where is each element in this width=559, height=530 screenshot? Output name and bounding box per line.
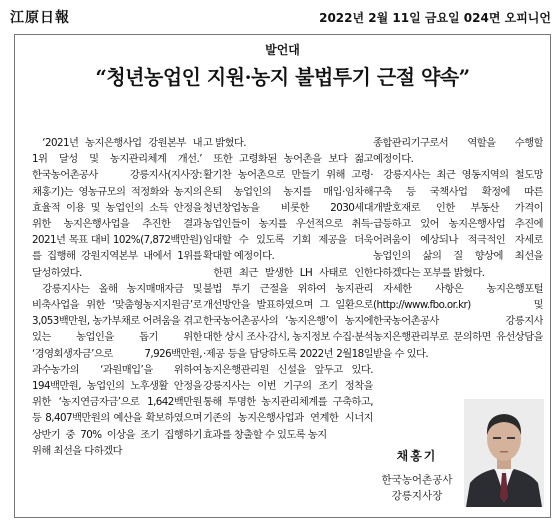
article-paragraph: 자세한 사항은 농지은행포털(http://www.fbo.or.kr) 및 한국농어촌공사 강릉지사 농지은행관리부로 문의하면 유선상담을 받을 수 있다. — [373, 282, 543, 360]
article-paragraph: ‘2021년 농지은행사업 강원본부 내 1위 달성 및 농지관리체계 개선.’ 한국농어촌공사 강릉지사(지사장:채홍기)는 영농규모의 적정화와 농지의 효율적 이용 및 농업인의 소득 안정을 위한 농지은행사업을 추진한 결과 2021년 목표 대비 102%(7,872백만원)를 집행해 강원지역본부 내에서 1위를 달성하였다. — [32, 137, 202, 279]
byline — [375, 447, 459, 504]
article-paragraph: 또한 고령화된 농어촌을 보다 젊고 활기찬 농어촌으로 만들기 위해 고령·은퇴 농업인의 농지를 매입·임차해 청년창업농을 비롯한 2030세대 농업인들이 농지를 우선적으로 취득·임대할 수 있도록 기회 제공을 더욱 확대할 예정이다. — [203, 153, 373, 263]
article-headline: “청년농업인 지원·농지 불법투기 근절 약속” — [95, 65, 470, 89]
article-column-2 — [203, 135, 373, 517]
author-portrait-image — [464, 399, 544, 507]
article-frame — [14, 34, 551, 518]
article-paragraph: 한편 최근 발생한 LH 사태로 인한 불법 투기 근절을 위하여 농지관리 개선방안을 발표하였으며 그 일환으로 한국농어촌공사의 ‘농지은행’이 농지에 대한 상시 조사·감시, 농지정보 수집·분석·제공 등을 담당하도록 2022년 2월18일 농지은행관리원 신설을 앞두고 있다. 강릉지사는 이번 기구의 조기 정착을 통해 투명한 농지관리체계를 구축하고, 기존의 농지은행사업과 연계한 시너지 효과를 창출할 수 있도록 농지 — [203, 266, 373, 441]
article-paragraph: 강릉지사는 최근 영동지역의 철도망 구축 등 국책사업 확정에 따른 개발호재로 인한 부동산 가격이 급등하고 있어 농지은행사업 추진에 어려움이 예상되나 적극적인 자세로 농업인의 삶의 질 향상에 최선을 다하겠다는 포부를 밝혔다. — [373, 169, 543, 279]
publication-date-line: 2022년 2월 11일 금요일 024면 오피니언 — [319, 10, 551, 25]
author-box — [375, 399, 547, 515]
article-paragraph: 종합관리기구로서 역할을 수행할 예정이다. — [373, 137, 543, 166]
section-label: 발언대 — [265, 43, 300, 57]
author-name: 채홍기 — [396, 449, 438, 463]
article-column-3 — [373, 135, 543, 375]
newspaper-logo: 江原日報 — [10, 10, 70, 26]
article-paragraph: 고 밝혔다. — [203, 137, 247, 149]
author-position: 강릉지사장 — [391, 490, 443, 502]
article-paragraph: 강릉지사는 올해 농지매매자금 및 비축사업을 위한 ‘맞춤형농지지원금’로 3,053백만원, 농가부채로 어려움을 겪고 있는 농업인을 돕기 위한 ‘경영회생자금’으로 7,926백만원, 과수농가의 ‘과원매입’을 위하여 194백만원, 농업인의 노후생활 안정을 위한 ‘농지연금자금’으로 1,642백만원 등 8,407백만원의 예산을 확보하였으며 상반기 중 70% 이상을 조기 집행하기 위해 최선을 다하겠다 — [32, 282, 202, 457]
article-column-1 — [32, 135, 202, 517]
masthead — [10, 4, 551, 30]
author-organization: 한국농어촌공사 — [381, 474, 453, 486]
author-photo — [464, 399, 544, 507]
author-title — [375, 472, 459, 504]
